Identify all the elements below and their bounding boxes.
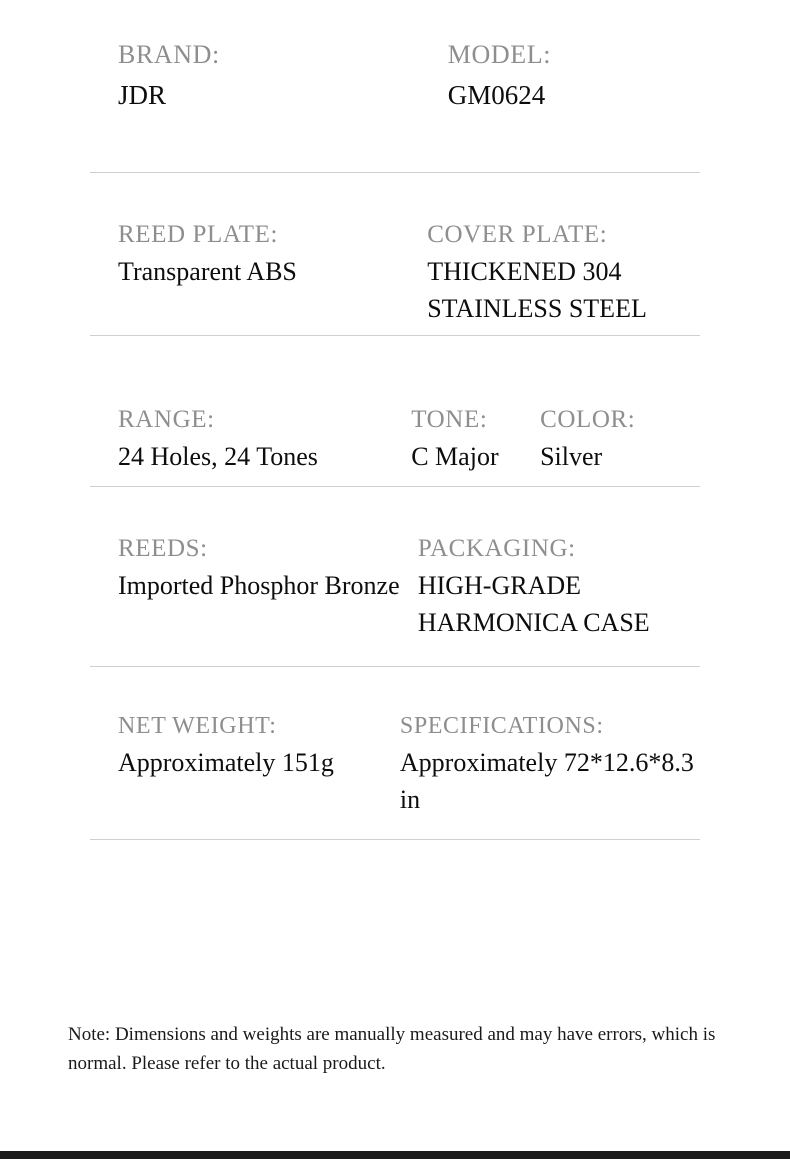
spec-value: 24 Holes, 24 Tones (118, 441, 318, 471)
spec-value: Imported Phosphor Bronze (118, 570, 400, 600)
spec-label: BRAND: (118, 40, 220, 69)
specification-list (0, 40, 790, 840)
spec-label: RANGE: (118, 406, 215, 433)
row-divider (90, 839, 700, 840)
spec-row-cells (118, 221, 700, 328)
spec-value: C Major (411, 441, 499, 471)
spec-cell-model (448, 40, 700, 114)
spec-row-brand-model (0, 40, 790, 150)
spec-label: COVER PLATE: (427, 221, 608, 248)
spec-value: THICKENED 304 STAINLESS STEEL (427, 256, 647, 323)
spec-cell-specifications (400, 713, 700, 818)
spec-row-cells (118, 406, 700, 476)
spec-cell-reed-plate (118, 221, 427, 291)
spec-row-cells (118, 40, 700, 114)
spec-value: JDR (118, 79, 167, 110)
spec-label: PACKAGING: (417, 535, 576, 562)
spec-value: HIGH-GRADE HARMONICA CASE (417, 570, 650, 637)
spec-row-cells (118, 535, 700, 642)
spec-cell-net-weight (118, 713, 400, 782)
spec-cell-reeds (118, 535, 418, 605)
bottom-bar (0, 1151, 790, 1159)
spec-value: Approximately 151g (118, 747, 334, 777)
spec-label: NET WEIGHT: (118, 713, 277, 739)
spec-cell-cover-plate (427, 221, 700, 328)
spec-cell-packaging (418, 535, 700, 642)
spec-value: Transparent ABS (118, 256, 297, 286)
spec-row-weight-specifications (0, 667, 790, 827)
spec-row-range-tone-color (0, 336, 790, 471)
spec-value: GM0624 (447, 79, 546, 110)
spec-label: REEDS: (118, 535, 208, 562)
spec-value: Silver (540, 441, 603, 471)
spec-row-reeds-packaging (0, 487, 790, 652)
spec-row-cells (118, 713, 700, 818)
spec-label: COLOR: (540, 406, 636, 433)
spec-cell-color (540, 406, 700, 476)
measurement-note: Note: Dimensions and weights are manually measured and may have errors, which is normal. Please refer to the actual product. (68, 1024, 716, 1075)
spec-cell-brand (118, 40, 448, 114)
spec-label: SPECIFICATIONS: (399, 713, 604, 739)
spec-value: Approximately 72*12.6*8.3 in (399, 747, 694, 814)
spec-label: TONE: (411, 406, 488, 433)
spec-row-reed-cover-plate (0, 173, 790, 323)
spec-cell-range (118, 406, 411, 476)
spec-label: REED PLATE: (118, 221, 279, 248)
spec-cell-tone (411, 406, 540, 476)
spec-label: MODEL: (447, 40, 552, 69)
